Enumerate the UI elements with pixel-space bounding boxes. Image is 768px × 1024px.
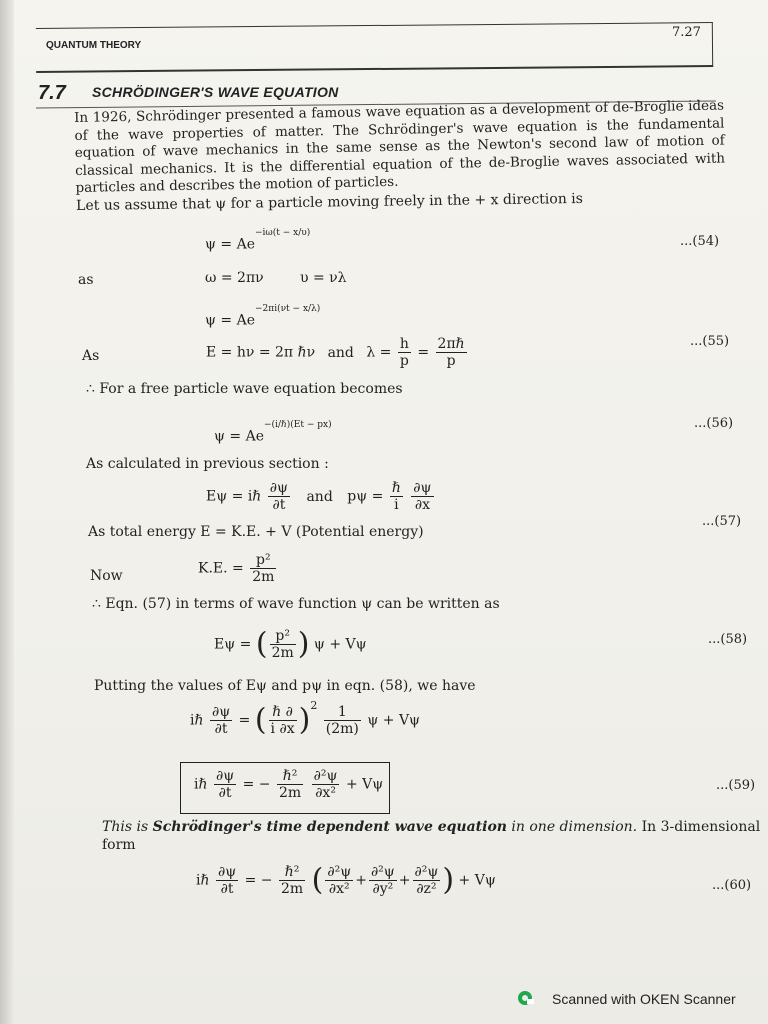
d2psi-dy2-fraction (369, 864, 397, 897)
equation-60-number: ...(60) (712, 878, 752, 893)
fraction-denominator: ∂y² (372, 881, 394, 897)
equation-55-label: As (82, 348, 100, 364)
fraction-numerator: ∂ψ (211, 704, 231, 720)
fraction-numerator: ∂²ψ (313, 768, 338, 784)
hbar2-over-2m-fraction (277, 768, 303, 801)
fraction-denominator: 2m (252, 569, 275, 585)
oken-scanner-logo-icon (518, 991, 532, 1005)
power-two: 2 (310, 698, 318, 712)
equation-59-lhs: iℏ (194, 776, 208, 793)
dpsi-dx-fraction (411, 480, 433, 513)
equation-58-rhs: ψ + Vψ (313, 636, 367, 653)
fraction-numerator: p² (250, 552, 276, 569)
dpsi-dt-fraction (214, 768, 236, 801)
h-over-p-fraction (398, 336, 411, 369)
equation-60-rhs: + Vψ (458, 872, 496, 889)
energy-relation: E = hν = 2π ℏν (206, 344, 316, 361)
ke-now-label: Now (90, 568, 123, 584)
fraction-numerator: h (399, 336, 409, 352)
note-part-2: in one dimension. (506, 819, 638, 835)
dpsi-dt-fraction (216, 864, 238, 897)
section-number: 7.7 (38, 82, 66, 104)
fraction-numerator: ∂ψ (413, 480, 432, 496)
fraction-numerator: ∂ψ (217, 864, 237, 880)
dpsi-dt-fraction (268, 480, 290, 513)
operator-equations (206, 480, 436, 513)
scanner-watermark-text: Scanned with OKEN Scanner (552, 991, 736, 1007)
eqn57-line: ∴ Eqn. (57) in terms of wave function ψ can be written as (92, 596, 500, 612)
substitution-lhs: iℏ (190, 712, 204, 729)
note-bold: Schrödinger's time dependent wave equation (152, 819, 507, 835)
energy-operator-lhs: Eψ = iℏ (206, 488, 262, 505)
equation-54-lhs: ψ = Ae (205, 236, 256, 253)
operator-and: and (306, 488, 333, 505)
two-pi-hbar-over-p-fraction (436, 336, 467, 369)
page-number: 7.27 (672, 25, 701, 40)
equation-60: iℏ $\frac{\partial\psi}{\partial t}$ = − $\frac{\text{ℏ²}}{2m}$ ( $\frac{\text{∂²ψ}}{\text{∂x²}}$ + $\frac{\text{∂²ψ}}{\text{∂y²}}$ + $\frac{\text{∂²ψ}}{\text{∂z²}}$ ) + Vψ (196, 862, 496, 898)
fraction-denominator: ∂z² (416, 881, 437, 897)
fraction-numerator: ℏ² (279, 864, 305, 881)
intro-paragraph: In 1926, Schrödinger presented a famous wave equation as a development of de-Broglie ideas of the wave properties of matter. The Schrödinger's wave equation is the fundamental equation of wave mechanics in the same sense as the Newton's second law of motion of classical mechanics. It is the differential equation of the de-Broglie waves associated with particles and describes the motion of particles. (74, 97, 726, 196)
fraction-numerator: ∂ψ (269, 480, 288, 496)
fraction-numerator: ∂²ψ (327, 864, 352, 880)
p2-over-2m-fraction (250, 552, 276, 585)
equation-56-exponent: −(i/ℏ)(Et − px) (264, 420, 332, 430)
equation-54-exponent: −iω(t − x/υ) (255, 228, 311, 238)
equation-58: Eψ = ( $\frac{\text{p²}}{2m}$ ) ψ + Vψ (214, 626, 367, 662)
kinetic-energy-equation (198, 552, 278, 585)
fraction-numerator: 1 (324, 704, 361, 721)
equals-minus: = − (244, 872, 273, 889)
time-dependent-note (102, 818, 764, 854)
fraction-numerator: ∂ψ (215, 768, 235, 784)
equation-55: E = hν = 2π ℏν and λ = $\frac{h}{p}$ = $\frac{\text{2πℏ}}{p}$ (206, 336, 465, 369)
momentum-operator-lhs: pψ = (347, 488, 384, 505)
fraction-denominator: ∂t (214, 721, 228, 737)
fraction-denominator: i ∂x (270, 721, 295, 737)
fraction-numerator: ℏ ∂ (269, 704, 297, 721)
fraction-numerator: ∂²ψ (370, 864, 395, 880)
fraction-denominator: ∂x (414, 497, 430, 513)
fraction-denominator: (2m) (325, 721, 359, 737)
equation-56-lhs: ψ = Ae (214, 428, 265, 445)
fraction-numerator: ℏ² (277, 768, 303, 785)
equation-psi-wave-exponent: −2πi(νt − x/λ) (255, 304, 321, 314)
equation-59-number: ...(59) (716, 778, 756, 793)
fraction-numerator: p² (270, 628, 296, 645)
page-binding-edge (0, 0, 14, 1024)
hbar2-over-2m-fraction (279, 864, 305, 897)
running-header-title: QUANTUM THEORY (46, 40, 142, 51)
as-label: as (78, 272, 94, 288)
substitution-rhs: ψ + Vψ (367, 712, 421, 729)
section-title: SCHRÖDINGER'S WAVE EQUATION (92, 84, 339, 100)
fraction-denominator: p (399, 353, 409, 369)
velocity-equation: υ = νλ (300, 270, 347, 286)
note-part-3: In 3-dimensional form (102, 819, 761, 853)
fraction-numerator: ∂²ψ (414, 864, 439, 880)
dpsi-dt-fraction (210, 704, 232, 737)
one-over-2m-fraction (324, 704, 361, 737)
fraction-denominator: p (446, 353, 456, 369)
equation-58-lhs: Eψ = (214, 636, 252, 653)
equation-58-number: ...(58) (708, 632, 748, 647)
lambda-lhs: λ = (366, 344, 392, 361)
fraction-denominator: 2m (281, 881, 304, 897)
previous-section-line: As calculated in previous section : (86, 456, 329, 472)
equation-60-lhs: iℏ (196, 872, 210, 889)
fraction-denominator: ∂t (272, 497, 286, 513)
fraction-denominator: ∂x² (315, 785, 336, 801)
free-particle-line: ∴ For a free particle wave equation becomes (86, 381, 403, 397)
fraction-denominator: ∂t (218, 785, 232, 801)
omega-equation: ω = 2πν (205, 270, 264, 286)
lead-line: Let us assume that ψ for a particle moving freely in the + x direction is (76, 190, 584, 214)
putting-values-line: Putting the values of Eψ and pψ in eqn. (58), we have (94, 678, 476, 694)
fraction-denominator: 2m (271, 645, 294, 661)
substitution-equation: iℏ $\frac{\partial\psi}{\partial t}$ = ( $\frac{\text{ℏ ∂}}{i \partial x}$ )$^2$ $\frac{1}{(2m)}$ ψ + Vψ (190, 698, 421, 738)
fraction-denominator: 2m (279, 785, 302, 801)
d2psi-dx2-fraction (312, 768, 340, 801)
d2psi-dz2-fraction (413, 864, 441, 897)
hbar-over-i-fraction (390, 480, 403, 513)
equation-59-rhs: + Vψ (345, 776, 384, 793)
fraction-denominator: ∂x² (328, 881, 350, 897)
p2-over-2m-fraction (270, 628, 296, 661)
hbar-d-over-i-dx-fraction (269, 704, 297, 737)
d2psi-dx2-fraction (325, 864, 353, 897)
equation-54-number: ...(54) (680, 234, 720, 249)
fraction-numerator: ℏ (391, 480, 401, 496)
equation-55-and: and (327, 344, 354, 361)
fraction-denominator: ∂t (220, 881, 234, 897)
fraction-numerator: 2πℏ (437, 336, 465, 352)
equation-psi-wave-lhs: ψ = Ae (205, 312, 256, 329)
equation-55-number: ...(55) (690, 334, 730, 349)
equals-minus: = − (242, 776, 271, 793)
equation-57-number: ...(57) (702, 514, 742, 529)
equation-59 (194, 768, 383, 801)
equation-57: As total energy E = K.E. + V (Potential energy) (88, 524, 424, 540)
ke-lhs: K.E. = (198, 560, 244, 577)
note-part-1: This is (102, 819, 153, 835)
equation-56-number: ...(56) (694, 416, 734, 431)
fraction-denominator: i (394, 497, 399, 513)
